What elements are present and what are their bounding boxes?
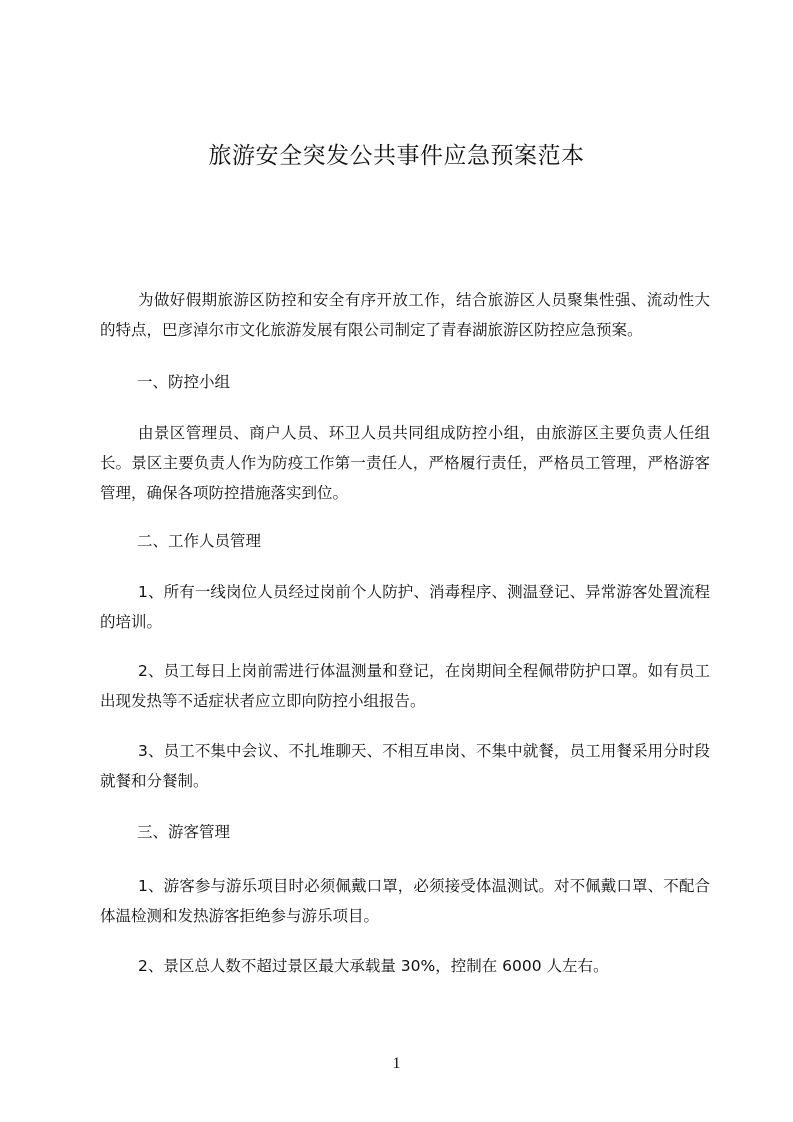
staff-paragraph-2: 2、员工每日上岗前需进行体温测量和登记，在岗期间全程佩带防护口罩。如有员工出现发热等不适症状者应立即向防控小组报告。	[100, 662, 710, 710]
page-number: 1	[392, 1055, 401, 1072]
intro-paragraph: 为做好假期旅游区防控和安全有序开放工作，结合旅游区人员聚集性强、流动性大的特点，巴彦淖尔市文化旅游发展有限公司制定了青春湖旅游区防控应急预案。	[100, 291, 710, 339]
section-heading-staff: 二、工作人员管理	[137, 532, 262, 550]
document-title: 旅游安全突发公共事件应急预案范本	[208, 143, 585, 169]
staff-paragraph-1: 1、所有一线岗位人员经过岗前个人防护、消毒程序、测温登记、异常游客处置流程的培训。	[100, 583, 710, 631]
visitor-paragraph-2: 2、景区总人数不超过景区最大承载量 30%，控制在 6000 人左右。	[138, 957, 609, 975]
visitor-paragraph-1: 1、游客参与游乐项目时必须佩戴口罩，必须接受体温测试。对不佩戴口罩、不配合体温检测和发热游客拒绝参与游乐项目。	[100, 877, 710, 925]
team-paragraph: 由景区管理员、商户人员、环卫人员共同组成防控小组，由旅游区主要负责人任组长。景区主要负责人作为防疫工作第一责任人，严格履行责任，严格员工管理，严格游客管理，确保各项防控措施落实到位。	[100, 424, 710, 502]
staff-paragraph-3: 3、员工不集中会议、不扎堆聊天、不相互串岗、不集中就餐，员工用餐采用分时段就餐和分餐制。	[100, 742, 710, 790]
section-heading-visitors: 三、游客管理	[137, 823, 231, 841]
section-heading-team: 一、防控小组	[137, 373, 231, 391]
